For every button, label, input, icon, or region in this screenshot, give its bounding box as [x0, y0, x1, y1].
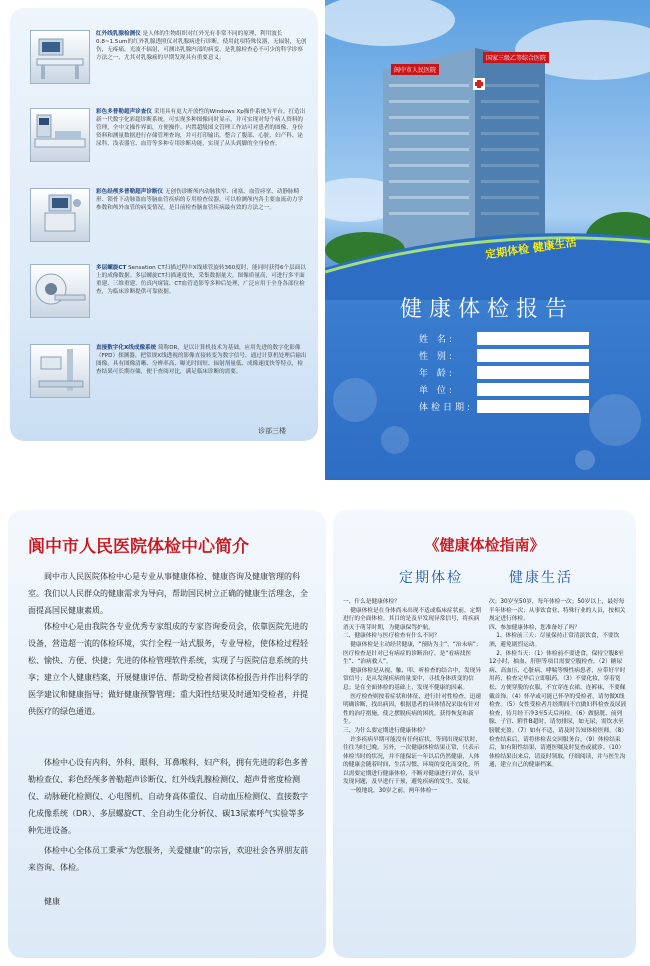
gender-field[interactable]	[477, 349, 589, 362]
equipment-item	[30, 188, 310, 250]
equipment-item	[30, 344, 310, 406]
intro-title: 阆中市人民医院体检中心简介	[28, 537, 249, 557]
form-label: 体检日期:	[419, 403, 474, 413]
guide-column-right: 次；30岁至50岁，每年体检一次；50岁以上，最好每半年体检一次；从事饮食业、特殊行业的人员，按相关规定进行体检。 四、参加健康体检，您准备好了吗？ 1、体检前三天：尽量保持正常清淡饮食，不要饮酒，避免剧烈运动。 2、体检当天：（1）体检前不要进食，保持空腹8至12小时，抽血、肝胆等项目需要空腹检查。（2）糖尿病、高血压、心脏病、哮喘等慢性病患者，应带好平时用药，检查完毕后立即服药。（3）不要化妆，穿着宽松、方便穿脱的衣服，不宜穿连衣裙、连裤袜，不要佩戴首饰。（4）怀孕或可能已怀孕的受检者，请勿做X线检查。（5）女性受检者月经期间不宜做妇科检查及尿液检查，待月经干净3至5天后再检。（6）做膀胱、前列腺、子宫、附件B超时，请勿排尿，如无尿，需饮水至膀胱充盈。（7）如有不适，请及时告知体检医师。（8）检查结束后，请将体检表交回服务台。（9）体检结束后，如有阳性结果，请遵医嘱及时复查或就诊。（10）体检结果出来后，请及时领取，仔细阅读，并与医生沟通，建立自己的健康档案。	[489, 599, 628, 769]
name-field[interactable]	[477, 332, 589, 345]
equipment-description: 红外线乳腺检测仪 是人体的生物组织对红外光有非常不同的原理，利用波长0.8~1.5um的红外乳腺透照仪对乳腺病进行诊断，使用此项特殊仪器，无辐射，无创伤，无疼痛，光波不辐射，可测出乳腺内部的病变，是乳腺检查必不可少的科学诊察方法之一，尤其对乳腺癌的早期发现具有重要意义。	[96, 31, 307, 61]
infrared-breast-scanner-icon	[30, 30, 90, 84]
equipment-description: 彩色多普勒超声诊查仪 采用具有更大开放性的Windows Xp操作系统为平台，打造出新一代数字化彩超诊断系统。可实现多种图像同时显示，并可实现对每个病人资料的管理，全中文操作界面，方便操作。内置超级图文管理工作站可对患者的图像、身份资料和测量数据进行存储管理查询，并可打印输出。整合了腹部、心脏、妇产科、泌尿科、浅表器官、血管等多种专用诊断功能，实现了从头到脚的全身检查。	[96, 109, 306, 147]
intro-paragraph: 体检中心设有内科、外科、眼科、耳鼻喉科、妇产科，拥有先进的彩色多普勒检查仪、彩色经颅多普勒超声诊断仪、红外线乳腺检测仪、超声骨密度检测仪、动脉硬化检测仪、心电图机、自动身高体重仪、自动血压检测仪、直接数字化成像系统（DR）、多层螺旋CT、全自动生化分析仪、碳13尿素呼气实验等多种先进设备。	[28, 758, 308, 835]
spiral-ct-scanner-icon	[30, 264, 90, 318]
intro-paragraph: 阆中市人民医院体检中心是专业从事健康体检、健康咨询及健康管理的科室。我们以人民群众的健康需求为导向，帮助国民树立正确的健康生活理念，全面提高国民健康素质。	[28, 572, 308, 615]
cover-panel	[325, 0, 650, 480]
slogan: 定期体检 健康生活	[484, 235, 578, 262]
form-row	[419, 366, 629, 380]
form-label: 性 别:	[419, 352, 455, 362]
color-doppler-ultrasound-icon	[30, 108, 90, 162]
form-label: 年 龄:	[419, 369, 455, 379]
equipment-item	[30, 264, 310, 326]
equipment-name: 直接数字化X线成像系统	[96, 345, 157, 351]
equipment-name: 红外线乳腺检测仪	[96, 31, 141, 37]
equipment-description: 直接数字化X线成像系统 简称DR，是以计算机技术为基础，应用先进的数字化影像（FPD）探测器，把常规X线透视的影像直接转变为数字信号，通过计算机处理后输出图像。具有图像清晰、分辨率高、曝光时间短、辐射剂量低、成像速度快等特点，检查结果可长期存储，便于查阅对比，满足临床诊断的需要。	[96, 345, 307, 375]
hospital-sign: 阆中市人民医院	[391, 64, 439, 75]
form-label: 单 位:	[419, 386, 455, 396]
equipment-panel	[10, 8, 318, 441]
intro-closing: 健康	[44, 897, 60, 906]
location-label: 诊部三楼	[258, 427, 286, 435]
intro-panel	[8, 510, 326, 958]
employer-field[interactable]	[477, 383, 589, 396]
intro-paragraph: 体检中心全体员工秉承“为您服务，关爱健康”的宗旨，欢迎社会各界朋友前来咨询、体检。	[28, 846, 309, 872]
building-sign: 国家三级乙等综合医院	[483, 52, 549, 63]
form-label: 姓 名:	[419, 335, 455, 345]
guide-column-left: 一、什么是健康体检？ 健康体检是在身体尚未出现不适或临床症状前，定期进行的全面体检。其目的是及早发现异常信号，将疾病消灭于萌芽时期，为健康保驾护航。 二、健康体检与医疗检查有什么不同？ 健康体检是主动经营健康，“预防为主”、“治未病”；医疗检查是针对已有病症的诊断治疗，是“看病找医生”、“治病救人”。 健康体检是从视、触、叩、听检查的结合中，发现异常信号；是从发现疾病的量变中，寻找身体质变的信息；是在全面体检的基础上，发现不健康的因素。 医疗检查则按着症状和体征，进行针对性检查，迅速明确诊断，找出病因，根据患者的具体情况采取有针对性的治疗措施，使之摆脱疾病的困扰，获得恢复和新生。 三、为什么要定期进行健康体检？ 许多疾病早期可能没有任何症状，等到出现症状时，往往为时已晚。另外，一次健康体检结果正常，只表示体检当时的状况，并不能保证一年以后仍然健康，人体的健康会随着时间、生活习惯、环境的变化而变化，所以需要定期进行健康体检，不断对健康进行评估，及早发现问题，及早进行干预，避免疾病的发生、发展。 一般地说，30岁之前，两年体检一	[343, 599, 482, 795]
exam-date-field[interactable]	[477, 400, 589, 413]
equipment-description: 彩色经颅多普勒超声诊断仪 无创伤诊断颅内动脉狭窄、闭塞、血管痉挛、动静脉畸形、锁骨下动脉盗血等脑血管疾病的专用检查仪器，可以检测颅内各主要血流动力学参数和颅外血管的病变情况，是目前检查脑血管疾病最有效的方法之一。	[96, 189, 303, 211]
guide-panel	[333, 510, 636, 958]
equipment-description: 多层螺旋CT Sensation CT扫描过程中X线球管旋转360度时，能同时获得6个层面以上的成像数据。多层螺旋CT扫描速度快，采集数据量大，图像质量高，可进行多平面重建、三维重建、仿真内窥镜、CT血管造影等多种后处理，广泛应用于全身各部位检查，为临床诊断提供可靠依据。	[96, 265, 306, 295]
equipment-name: 多层螺旋CT	[96, 265, 127, 271]
equipment-item	[30, 30, 310, 92]
form-row	[419, 383, 629, 397]
guide-title: 《健康体检指南》	[424, 536, 545, 554]
age-field[interactable]	[477, 366, 589, 379]
guide-subtitle-left: 定期体检	[399, 570, 463, 586]
equipment-name: 彩色多普勒超声诊查仪	[96, 109, 152, 115]
intro-paragraph: 体检中心是由我院各专业优秀专家组成的专家咨询委员会，依靠医院先进的设备，营造超一流的体检环境，实行全程一站式服务，专业导检，使体检过程轻松、愉快、方便、快捷；先进的体检管理软件系统，实现了与医院信息系统的共享；建立个人健康档案，开展健康评估、帮助受检者阅读体检报告并作出科学的医学建议和健康指导；做好健康预警管理；重大阳性结果及时通知受检者，并提供医疗的绿色通道。	[28, 622, 308, 716]
form-row	[419, 332, 629, 346]
equipment-name: 彩色经颅多普勒超声诊断仪	[96, 189, 164, 195]
guide-subtitle-right: 健康生活	[509, 570, 573, 586]
transcranial-doppler-icon	[30, 188, 90, 242]
equipment-item	[30, 108, 310, 170]
report-title: 健康体检报告	[400, 297, 575, 322]
digital-xray-dr-icon	[30, 344, 90, 398]
form-row	[419, 349, 629, 363]
form-row	[419, 400, 629, 414]
